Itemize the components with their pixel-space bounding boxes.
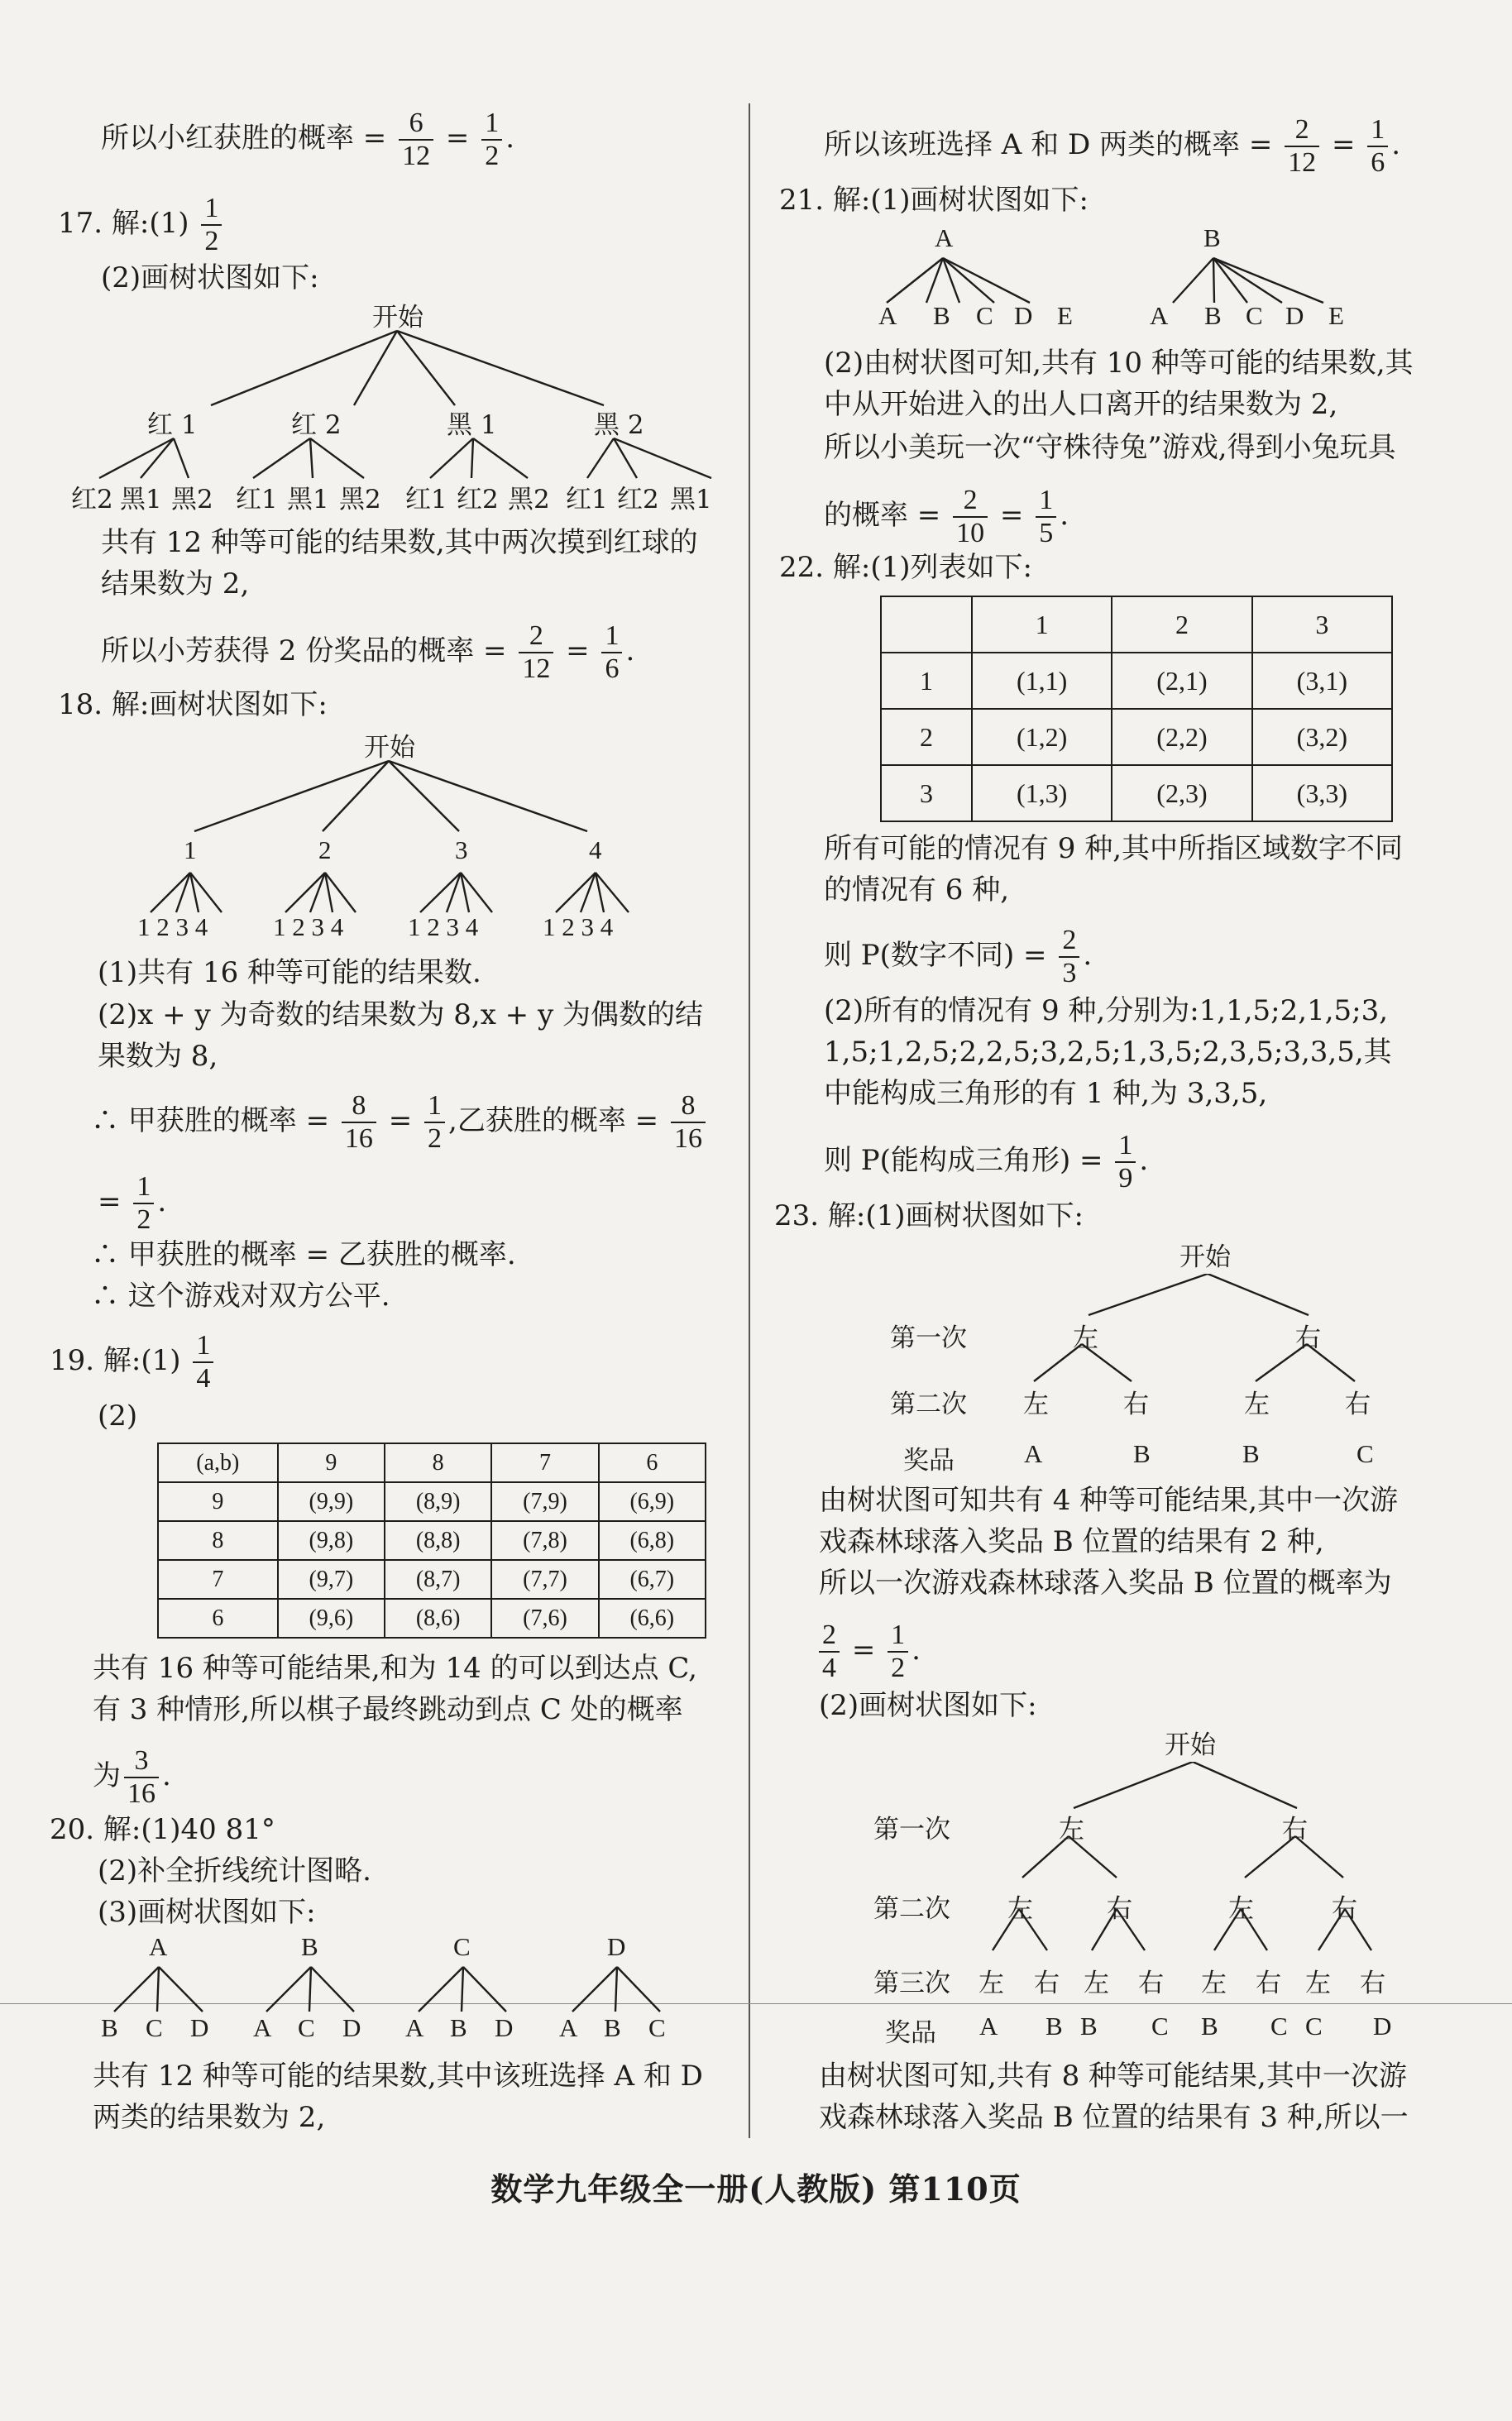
tree23a-root: 开始	[1179, 1242, 1231, 1272]
q19-heading: 19. 解:(1) $\frac{1}{4}$	[50, 1332, 217, 1393]
q22-text-6: 中能构成三角形的有 1 种,为 3,3,5,	[824, 1077, 1268, 1110]
tree18-leaves: 1 2 3 4	[137, 912, 208, 941]
tree23a-node: 右	[1295, 1323, 1321, 1353]
q20-part3: (3)画树状图如下:	[98, 1896, 316, 1929]
tree20-leaf: C	[146, 2013, 163, 2042]
tree18-leaves: 1 2 3 4	[543, 912, 614, 941]
tree21-leaf: C	[1246, 301, 1263, 330]
q18-text-5: = $\frac{1}{2}$ .	[98, 1171, 167, 1235]
tree23a-row-label: 第一次	[890, 1323, 967, 1353]
tree23b-row-label: 第一次	[873, 1815, 950, 1844]
tree20-leaf: C	[298, 2013, 315, 2042]
q22-text-1: 所有可能的情况有 9 种,其中所指区域数字不同	[824, 832, 1404, 865]
q23-text-5: 由树状图可知,共有 8 种等可能结果,其中一次游	[819, 2060, 1407, 2093]
q21-text-3: 所以小美玩一次“守株待兔”游戏,得到小兔玩具	[824, 431, 1396, 464]
tree23b-node: 左	[1059, 1815, 1084, 1844]
q20-heading: 20. 解:(1)40 81°	[50, 1813, 275, 1846]
q23-text-3: 所以一次游戏森林球落入奖品 B 位置的概率为	[819, 1567, 1392, 1600]
tree23b-row-label: 第三次	[873, 1969, 950, 1998]
table-22: 1 2 3 1 (1,1) (2,1) (3,1) 2 (1,2) (2,2) (3,2) 3 (1,3) (2,3) (3,3)	[880, 596, 1393, 822]
tree17-leaf: 红1	[566, 485, 608, 514]
tree23a-node: 左	[1073, 1323, 1098, 1353]
tree18-branch: 3	[455, 835, 468, 864]
tree20-leaf: A	[559, 2013, 578, 2042]
tree23a-node: 右	[1345, 1390, 1371, 1419]
tree23a-prize: B	[1242, 1439, 1260, 1468]
tree23a-row-label: 第二次	[890, 1390, 967, 1419]
tree18-branch: 2	[318, 835, 332, 864]
tree23b-node: 左	[1228, 1894, 1254, 1924]
q22-text-5: 1,5;1,2,5;2,2,5;3,2,5;1,3,5;2,3,5;3,3,5,其	[824, 1036, 1392, 1069]
tree23b-node: 左	[1305, 1969, 1331, 1998]
table-19: (a,b) 9 8 7 6 9 (9,9) (8,9) (7,9) (6,9) 8 (9,8) (8,8) (7,8) (6,8) 7 (9,7) (8,7) (7,7) (6,7) 6 (9,6) (8,6) (7,6) (6,6)	[157, 1443, 706, 1639]
tree21-leaf: A	[878, 301, 897, 330]
tree23b-prize: D	[1373, 2012, 1392, 2041]
q17-heading: 17. 解:(1) $\frac{1}{2}$	[58, 194, 225, 256]
q21-text-1: (2)由树状图可知,共有 10 种等可能的结果数,其	[824, 347, 1414, 380]
tree23b-prize: B	[1045, 2012, 1063, 2041]
tree23b-node: 右	[1107, 1894, 1132, 1924]
q17-text-3: 所以小芳获得 2 份奖品的概率 = $\frac{2}{12}$ = $\frac{1}{6}$ .	[101, 620, 635, 684]
tree17-branch: 黑 1	[447, 410, 497, 440]
tree23b-node: 左	[1007, 1894, 1033, 1924]
tree17-leaf: 红1	[236, 485, 278, 514]
tree20-leaf: C	[648, 2013, 666, 2042]
tree17-branch: 红 2	[291, 410, 342, 440]
tree23a-row-label: 奖品	[903, 1446, 955, 1476]
tree21-leaf: E	[1328, 301, 1344, 330]
tree23b-node: 左	[978, 1969, 1004, 1998]
q17-text-2: 结果数为 2,	[101, 567, 250, 600]
tree23a-node: 右	[1123, 1390, 1149, 1419]
tree18-branch: 4	[589, 835, 602, 864]
tree21-leaf: B	[1204, 301, 1222, 330]
tree17-leaf: 黑1	[120, 485, 162, 514]
tree23b-prize: B	[1201, 2012, 1218, 2041]
tree17-leaf: 红2	[457, 485, 499, 514]
tree18-leaves: 1 2 3 4	[408, 912, 479, 941]
q18-text-7: ∴ 这个游戏对双方公平.	[91, 1280, 390, 1313]
tree20-root: D	[607, 1932, 626, 1961]
tree23b-node: 右	[1138, 1969, 1164, 1998]
tree23b-node: 右	[1256, 1969, 1281, 1998]
q20-part2: (2)补全折线统计图略.	[98, 1854, 371, 1888]
tree18-leaves: 1 2 3 4	[273, 912, 344, 941]
tree23b-node: 左	[1084, 1969, 1109, 1998]
q23-text-2: 戏森林球落入奖品 B 位置的结果有 2 种,	[819, 1525, 1324, 1558]
q19-part2: (2)	[98, 1399, 138, 1433]
tree23b-prize: A	[979, 2012, 998, 2041]
tree23b-prize: C	[1270, 2012, 1288, 2041]
tree23b-prize: B	[1080, 2012, 1098, 2041]
tree20-leaf: B	[450, 2013, 467, 2042]
q23-text-6: 戏森林球落入奖品 B 位置的结果有 3 种,所以一	[819, 2101, 1409, 2134]
tree21-leaf: A	[1150, 301, 1169, 330]
column-divider	[749, 103, 750, 2138]
q18-heading: 18. 解:画树状图如下:	[58, 688, 328, 721]
tree23b-node: 右	[1282, 1815, 1308, 1844]
tree17-leaf: 红2	[71, 485, 113, 514]
tree23b-prize: C	[1151, 2012, 1169, 2041]
q17-part2: (2)画树状图如下:	[101, 261, 319, 294]
tree23b-row-label: 奖品	[885, 2018, 936, 2048]
tree18-branch: 1	[184, 835, 197, 864]
tree23b-root: 开始	[1165, 1730, 1216, 1760]
tree23b-node: 右	[1034, 1969, 1060, 1998]
page-footer: 数学九年级全一册(人教版) 第110页	[490, 2170, 1022, 2208]
q18-text-4: ∴ 甲获胜的概率 = $\frac{8}{16}$ = $\frac{1}{2}$ ,乙获胜的概率 = $\frac{8}{16}$	[91, 1092, 709, 1153]
q23-text-4: $\frac{2}{4}$ = $\frac{1}{2}$ .	[816, 1621, 921, 1682]
q21-heading: 21. 解:(1)画树状图如下:	[779, 184, 1089, 217]
tree21-root: B	[1203, 223, 1221, 252]
q23-text-1: 由树状图可知共有 4 种等可能结果,其中一次游	[819, 1484, 1399, 1517]
tree21-leaf: E	[1057, 301, 1073, 330]
tree20-root: A	[149, 1932, 168, 1961]
q19-text-3: 为 $\frac{3}{16}$ .	[93, 1745, 171, 1809]
tree17-leaf: 黑2	[339, 485, 381, 514]
q21-text-2: 中从开始进入的出人口离开的结果数为 2,	[824, 388, 1338, 421]
tree17-leaf: 黑2	[171, 485, 213, 514]
tree17-leaf: 黑1	[670, 485, 712, 514]
tree18-root: 开始	[364, 733, 415, 763]
q19-text-2: 有 3 种情形,所以棋子最终跳动到点 C 处的概率	[93, 1693, 683, 1726]
tree17-leaf: 红1	[405, 485, 447, 514]
tree-23b	[976, 1762, 1406, 1969]
q20-text-2: 两类的结果数为 2,	[93, 2101, 326, 2134]
q22-text-2: 的情况有 6 种,	[824, 873, 1010, 907]
tree17-branch: 红 1	[147, 410, 198, 440]
q22-text-7: 则 P(能构成三角形) = $\frac{1}{9}$ .	[824, 1130, 1149, 1194]
q22-text-4: (2)所有的情况有 9 种,分别为:1,1,5;2,1,5;3,	[824, 994, 1389, 1027]
q22-heading: 22. 解:(1)列表如下:	[779, 551, 1032, 584]
tree23a-prize: A	[1024, 1439, 1043, 1468]
q17-text-1: 共有 12 种等可能的结果数,其中两次摸到红球的	[101, 526, 698, 559]
tree21-leaf: D	[1014, 301, 1033, 330]
tree21-root: A	[935, 223, 954, 252]
tree20-leaf: A	[253, 2013, 272, 2042]
tree20-root: C	[453, 1932, 471, 1961]
tree21-leaf: B	[933, 301, 950, 330]
tree20-leaf: D	[495, 2013, 514, 2042]
q23-part2: (2)画树状图如下:	[819, 1689, 1037, 1722]
tree17-branch: 黑 2	[594, 410, 644, 440]
tree20-leaf: D	[190, 2013, 209, 2042]
tree23b-node: 右	[1360, 1969, 1385, 1998]
tree20-leaf: B	[101, 2013, 118, 2042]
tree20-leaf: A	[405, 2013, 424, 2042]
left-line-1: 所以小红获胜的概率 = $\frac{6}{12}$ = $\frac{1}{2}$ .	[101, 108, 515, 171]
q18-text-1: (1)共有 16 种等可能的结果数.	[98, 956, 481, 989]
tree23a-prize: C	[1356, 1439, 1374, 1468]
tree17-root: 开始	[372, 303, 423, 333]
tree23a-node: 左	[1244, 1390, 1270, 1419]
q18-text-2: (2)x + y 为奇数的结果数为 8,x + y 为偶数的结	[98, 998, 703, 1031]
tree20-leaf: B	[604, 2013, 621, 2042]
tree17-leaf: 黑2	[508, 485, 550, 514]
q18-text-3: 果数为 8,	[98, 1040, 218, 1073]
tree17-leaf: 红2	[617, 485, 659, 514]
tree20-root: B	[301, 1932, 318, 1961]
tree-21	[860, 255, 1390, 304]
tree23b-prize: C	[1305, 2012, 1323, 2041]
q21-text-4: 的概率 = $\frac{2}{10}$ = $\frac{1}{5}$ .	[824, 485, 1069, 548]
tree21-leaf: C	[976, 301, 993, 330]
tree23b-node: 左	[1201, 1969, 1227, 1998]
q22-text-3: 则 P(数字不同) = $\frac{2}{3}$ .	[824, 925, 1093, 988]
tree21-leaf: D	[1285, 301, 1304, 330]
q18-text-6: ∴ 甲获胜的概率 = 乙获胜的概率.	[91, 1238, 516, 1271]
q20-text-1: 共有 12 种等可能的结果数,其中该班选择 A 和 D	[93, 2060, 703, 2093]
tree17-leaf: 黑1	[287, 485, 329, 514]
tree23b-row-label: 第二次	[873, 1894, 950, 1924]
tree23a-node: 左	[1023, 1390, 1049, 1419]
q23-heading: 23. 解:(1)画树状图如下:	[774, 1199, 1084, 1232]
right-line-1: 所以该班选择 A 和 D 两类的概率 = $\frac{2}{12}$ = $\frac{1}{6}$ .	[824, 114, 1401, 178]
tree20-leaf: D	[342, 2013, 361, 2042]
tree23b-node: 右	[1332, 1894, 1357, 1924]
q19-text-1: 共有 16 种等可能结果,和为 14 的可以到达点 C,	[93, 1652, 697, 1685]
tree23a-prize: B	[1133, 1439, 1151, 1468]
